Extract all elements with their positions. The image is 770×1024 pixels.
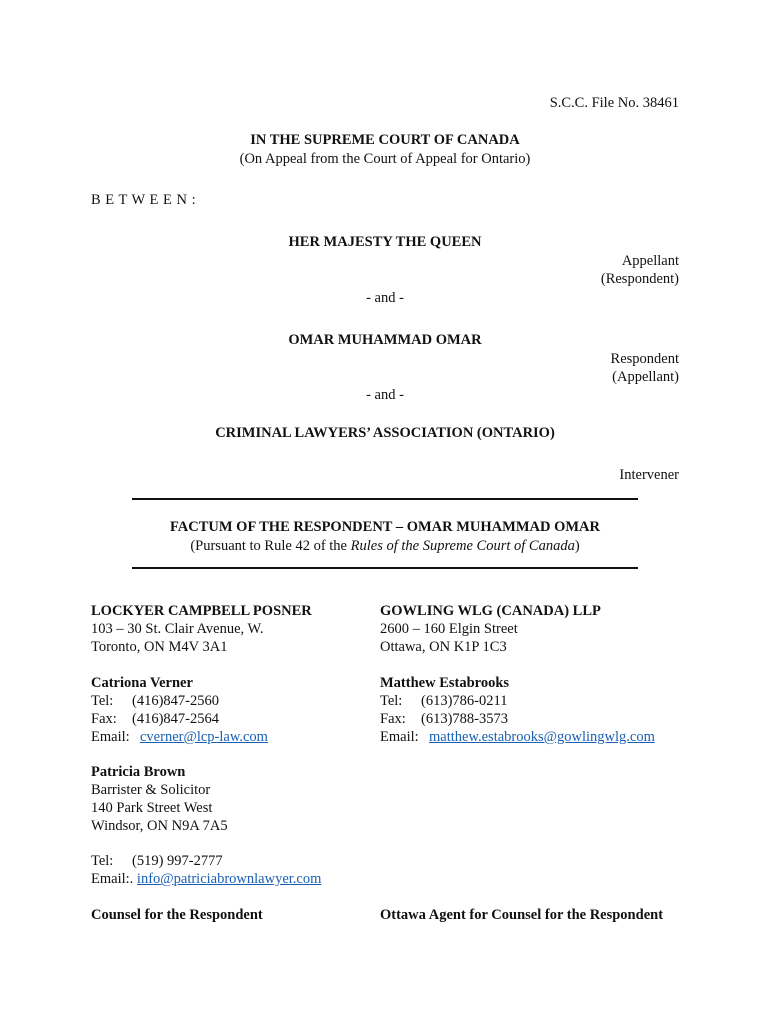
factum-subtitle-rules: Rules of the Supreme Court of Canada — [350, 538, 575, 554]
factum-subtitle-prefix: (Pursuant to Rule 42 of the — [190, 538, 351, 554]
factum-subtitle — [0, 537, 770, 555]
respondent-role: Respondent — [610, 351, 679, 367]
intervener-name: CRIMINAL LAWYERS’ ASSOCIATION (ONTARIO) — [215, 425, 555, 441]
right-tel-value: (613)786-0211 — [421, 693, 508, 709]
right-lawyer-block — [380, 674, 655, 746]
left-tel-line — [91, 692, 268, 710]
right-email-line — [380, 728, 655, 746]
right-firm-name: GOWLING WLG (CANADA) LLP — [380, 603, 601, 619]
right-fax-label: Fax: — [380, 711, 406, 727]
left-lawyer-name: Catriona Verner — [91, 675, 193, 691]
appellant-role-below: (Respondent) — [600, 271, 679, 287]
right-fax-line — [380, 710, 655, 728]
left-lawyer2-email-line — [91, 870, 321, 888]
left-lawyer2-tel-label: Tel: — [91, 853, 114, 869]
respondent-name: OMAR MUHAMMAD OMAR — [288, 332, 482, 348]
left-fax-value: (416)847-2564 — [132, 711, 219, 727]
left-fax-label: Fax: — [91, 711, 117, 727]
left-email-link[interactable]: cverner@lcp-law.com — [140, 729, 268, 745]
right-lawyer-name: Matthew Estabrooks — [380, 675, 510, 691]
left-tel-label: Tel: — [91, 693, 114, 709]
and-separator-2: - and - — [366, 387, 404, 403]
left-email-line — [91, 728, 268, 746]
top-rule — [132, 498, 638, 500]
right-tel-label: Tel: — [380, 693, 403, 709]
left-lawyer2-address-1: 140 Park Street West — [91, 800, 213, 816]
factum-subtitle-suffix: ) — [574, 538, 580, 554]
left-lawyer2-block — [91, 763, 228, 835]
right-counsel-block — [380, 602, 601, 656]
left-lawyer-block — [91, 674, 268, 746]
left-email-label: Email: — [91, 729, 130, 745]
left-lawyer2-title: Barrister & Solicitor — [91, 782, 211, 798]
bottom-rule — [132, 567, 638, 569]
left-address-line-2: Toronto, ON M4V 3A1 — [91, 639, 228, 655]
left-lawyer2-email-link[interactable]: info@patriciabrownlawyer.com — [136, 871, 322, 887]
right-tel-line — [380, 692, 655, 710]
right-address-line-2: Ottawa, ON K1P 1C3 — [380, 639, 507, 655]
right-counsel-footer: Ottawa Agent for Counsel for the Respondent — [380, 907, 664, 923]
left-lawyer2-tel-value: (519) 997-2777 — [132, 853, 223, 869]
left-firm-name: LOCKYER CAMPBELL POSNER — [91, 603, 312, 619]
left-lawyer2-name: Patricia Brown — [91, 764, 186, 780]
court-name: IN THE SUPREME COURT OF CANADA — [250, 132, 520, 148]
intervener-role: Intervener — [619, 467, 679, 483]
file-number: S.C.C. File No. 38461 — [549, 95, 679, 111]
left-fax-line — [91, 710, 268, 728]
left-lawyer2-contact-block — [91, 852, 321, 888]
left-lawyer2-address-2: Windsor, ON N9A 7A5 — [91, 818, 228, 834]
appellant-name: HER MAJESTY THE QUEEN — [288, 234, 482, 250]
right-email-link[interactable]: matthew.estabrooks@gowlingwlg.com — [429, 729, 655, 745]
factum-title: FACTUM OF THE RESPONDENT – OMAR MUHAMMAD OMAR — [169, 519, 600, 535]
right-address-line-1: 2600 – 160 Elgin Street — [380, 621, 518, 637]
respondent-role-below: (Appellant) — [612, 369, 679, 385]
right-fax-value: (613)788-3573 — [421, 711, 508, 727]
between-label: B E T W E E N : — [91, 192, 197, 208]
appeal-from: (On Appeal from the Court of Appeal for Ontario) — [239, 151, 531, 167]
left-lawyer2-email-label: Email:. — [91, 871, 134, 887]
left-counsel-block — [91, 602, 312, 656]
appellant-role: Appellant — [621, 253, 679, 269]
left-tel-value: (416)847-2560 — [132, 693, 219, 709]
left-lawyer2-tel-line — [91, 852, 321, 870]
right-email-label: Email: — [380, 729, 419, 745]
and-separator-1: - and - — [366, 290, 404, 306]
left-address-line-1: 103 – 30 St. Clair Avenue, W. — [91, 621, 264, 637]
left-counsel-footer: Counsel for the Respondent — [91, 907, 263, 923]
